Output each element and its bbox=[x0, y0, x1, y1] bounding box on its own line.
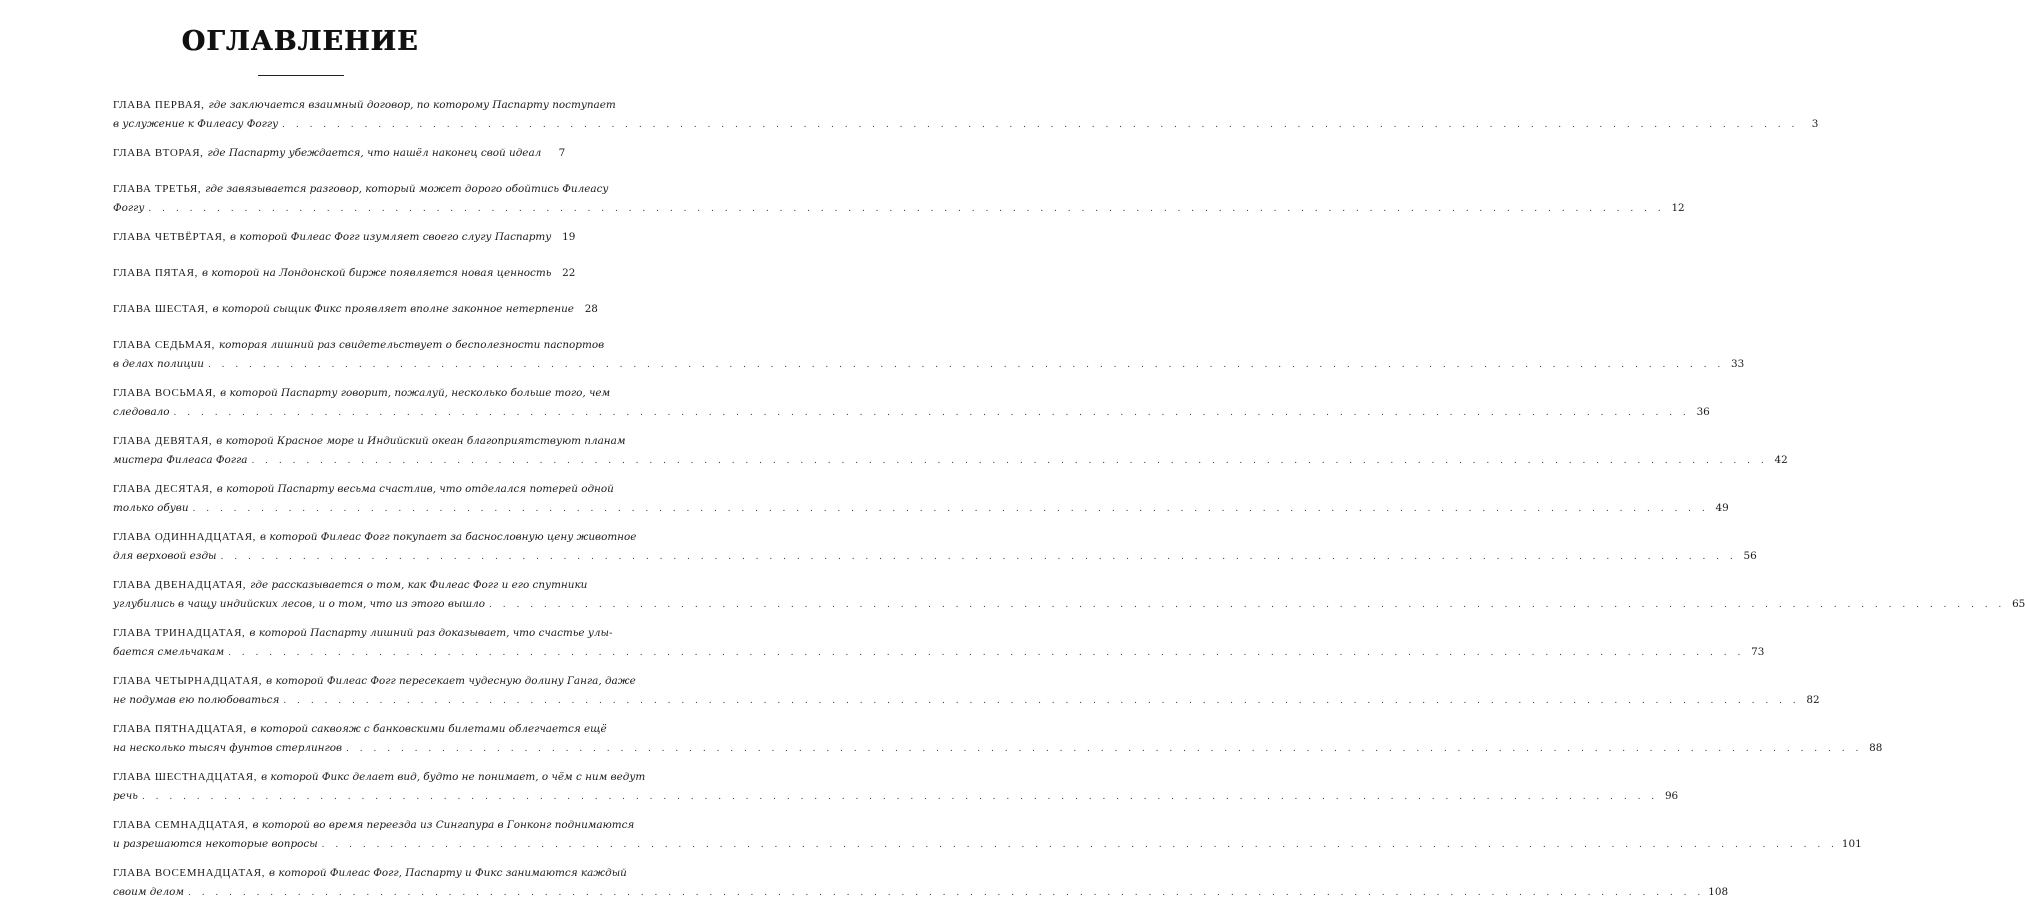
chapter-number: ГЛАВА ПЯТАЯ, bbox=[113, 267, 198, 279]
chapter-title: в которой сыщик Фикс проявляет вполне законное нетерпение bbox=[212, 303, 574, 315]
toc-entry-line2 bbox=[113, 115, 1819, 134]
toc-entry[interactable] bbox=[113, 144, 566, 180]
page-number: 3 bbox=[1811, 118, 1819, 130]
dot-leader bbox=[221, 548, 1737, 567]
dot-leader bbox=[228, 644, 1744, 663]
toc-entry[interactable] bbox=[113, 480, 1729, 528]
chapter-number: ГЛАВА ПЯТНАДЦАТАЯ, bbox=[113, 723, 247, 735]
page-title: ОГЛАВЛЕНИЕ bbox=[181, 26, 419, 57]
chapter-title-cont: Фоггу bbox=[113, 202, 145, 214]
chapter-title: в которой во время переезда из Сингапура в Гонконг поднимаются bbox=[252, 819, 635, 831]
dot-leader bbox=[148, 200, 1664, 219]
toc-entry-line1 bbox=[113, 816, 635, 835]
toc-entry[interactable] bbox=[113, 528, 1757, 576]
toc-entry-line2 bbox=[113, 499, 1729, 518]
toc-entry[interactable] bbox=[113, 432, 1788, 480]
dot-leader bbox=[346, 740, 1862, 759]
toc-list bbox=[113, 96, 2025, 912]
dot-leader bbox=[193, 500, 1709, 519]
chapter-title-cont: для верховой езды bbox=[113, 550, 217, 562]
dot-leader bbox=[188, 884, 1704, 903]
chapter-number: ГЛАВА ТРИНАДЦАТАЯ, bbox=[113, 627, 246, 639]
page-number: 108 bbox=[1708, 886, 1729, 898]
toc-entry-line1 bbox=[113, 864, 627, 883]
dot-leader bbox=[251, 452, 1767, 471]
chapter-title-cont: своим делом bbox=[113, 886, 184, 898]
toc-entry[interactable] bbox=[113, 768, 1679, 816]
chapter-number: ГЛАВА ВОСЬМАЯ, bbox=[113, 387, 217, 399]
dot-leader bbox=[142, 788, 1658, 807]
chapter-number: ГЛАВА ВОСЕМНАДЦАТАЯ, bbox=[113, 867, 266, 879]
chapter-number: ГЛАВА СЕМНАДЦАТАЯ, bbox=[113, 819, 249, 831]
toc-entry-line1 bbox=[113, 528, 637, 547]
toc-entry[interactable] bbox=[113, 672, 1820, 720]
toc-entry-line1 bbox=[113, 432, 626, 451]
toc-entry-line1 bbox=[113, 672, 636, 691]
toc-entry-line1 bbox=[113, 336, 605, 355]
chapter-title-cont: на несколько тысяч фунтов стерлингов bbox=[113, 742, 343, 754]
page-number: 101 bbox=[1841, 838, 1862, 850]
chapter-number: ГЛАВА ОДИННАДЦАТАЯ, bbox=[113, 531, 256, 543]
toc-entry-line1 bbox=[113, 768, 646, 787]
page-number: 12 bbox=[1671, 202, 1685, 214]
chapter-title-cont: в делах полиции bbox=[113, 358, 204, 370]
page-number: 96 bbox=[1664, 790, 1679, 802]
toc-entry[interactable] bbox=[113, 228, 576, 264]
chapter-number: ГЛАВА ЧЕТВЁРТАЯ, bbox=[113, 231, 226, 243]
chapter-title-cont: в услужение к Филеасу Фоггу bbox=[113, 118, 279, 130]
chapter-title: в которой Паспарту говорит, пожалуй, несколько больше того, чем bbox=[220, 387, 611, 399]
toc-entry-line1 bbox=[113, 576, 588, 595]
toc-entry-line2 bbox=[113, 595, 2025, 614]
toc-entry[interactable] bbox=[113, 384, 1710, 432]
toc-entry[interactable] bbox=[113, 264, 576, 300]
toc-entry-line1 bbox=[113, 624, 613, 643]
toc-entry-line2 bbox=[113, 643, 1765, 662]
chapter-title: в которой Филеас Фогг, Паспарту и Фикс занимаются каждый bbox=[269, 867, 627, 879]
toc-entry-line1 bbox=[113, 264, 576, 283]
chapter-title: в которой Красное море и Индийский океан благоприятствуют планам bbox=[216, 435, 626, 447]
toc-entry[interactable] bbox=[113, 336, 1745, 384]
chapter-number: ГЛАВА ПЕРВАЯ, bbox=[113, 99, 205, 111]
chapter-title: которая лишний раз свидетельствует о бесполезности паспортов bbox=[218, 339, 605, 351]
chapter-title: где завязывается разговор, который может дорого обойтись Филеасу bbox=[205, 183, 609, 195]
chapter-title-cont: и разрешаются некоторые вопросы bbox=[113, 838, 318, 850]
toc-entry-line2 bbox=[113, 787, 1679, 806]
toc-entry-line1 bbox=[113, 480, 614, 499]
page-number: 73 bbox=[1751, 646, 1765, 658]
toc-entry[interactable] bbox=[113, 96, 1819, 144]
chapter-number: ГЛАВА ДВЕНАДЦАТАЯ, bbox=[113, 579, 247, 591]
toc-entry[interactable] bbox=[113, 180, 1685, 228]
toc-entry[interactable] bbox=[113, 576, 2025, 624]
chapter-title: где Паспарту убеждается, что нашёл наконец свой идеал bbox=[207, 147, 542, 159]
chapter-title-cont: бается смельчакам bbox=[113, 646, 225, 658]
chapter-title: где рассказывается о том, как Филеас Фогг и его спутники bbox=[250, 579, 588, 591]
chapter-title-cont: следовало bbox=[113, 406, 170, 418]
chapter-title: в которой Филеас Фогг покупает за баснословную цену животное bbox=[259, 531, 637, 543]
dot-leader bbox=[174, 404, 1690, 423]
chapter-title: в которой Паспарту весьма счастлив, что отделался потерей одной bbox=[216, 483, 614, 495]
toc-entry-line2 bbox=[113, 883, 1729, 902]
chapter-number: ГЛАВА ШЕСТАЯ, bbox=[113, 303, 209, 315]
page-number: 82 bbox=[1806, 694, 1820, 706]
toc-entry-line1 bbox=[113, 300, 598, 319]
page-number: 88 bbox=[1869, 742, 1883, 754]
toc-entry-line2 bbox=[113, 199, 1685, 218]
toc-entry-line1 bbox=[113, 384, 611, 403]
toc-entry[interactable] bbox=[113, 300, 598, 336]
toc-entry-line2 bbox=[113, 691, 1820, 710]
chapter-title: в которой Паспарту лишний раз доказывает, что счастье улы- bbox=[249, 627, 613, 639]
chapter-title: в которой саквояж с банковскими билетами облегчается ещё bbox=[250, 723, 607, 735]
toc-entry[interactable] bbox=[113, 864, 1729, 912]
page-number: 33 bbox=[1730, 358, 1745, 370]
dot-leader bbox=[489, 596, 2005, 615]
chapter-number: ГЛАВА ТРЕТЬЯ, bbox=[113, 183, 202, 195]
page-number: 7 bbox=[558, 147, 566, 159]
chapter-number: ГЛАВА ЧЕТЫРНАДЦАТАЯ, bbox=[113, 675, 263, 687]
title-divider bbox=[258, 75, 344, 76]
toc-entry-line2 bbox=[113, 835, 1862, 854]
chapter-number: ГЛАВА ВТОРАЯ, bbox=[113, 147, 204, 159]
toc-entry-line1 bbox=[113, 720, 607, 739]
dot-leader bbox=[283, 692, 1799, 711]
dot-leader bbox=[208, 356, 1724, 375]
chapter-title-cont: только обуви bbox=[113, 502, 189, 514]
chapter-number: ГЛАВА СЕДЬМАЯ, bbox=[113, 339, 215, 351]
chapter-title-cont: углубились в чащу индийских лесов, и о том, что из этого вышло bbox=[113, 598, 486, 610]
page-number: 56 bbox=[1743, 550, 1757, 562]
toc-entry[interactable] bbox=[113, 720, 1883, 768]
toc-entry-line1 bbox=[113, 144, 566, 163]
chapter-title: в которой Филеас Фогг изумляет своего слугу Паспарту bbox=[229, 231, 552, 243]
chapter-title-cont: мистера Филеаса Фогга bbox=[113, 454, 248, 466]
page-number: 22 bbox=[562, 267, 576, 279]
chapter-number: ГЛАВА ДЕСЯТАЯ, bbox=[113, 483, 213, 495]
toc-entry-line2 bbox=[113, 739, 1883, 758]
chapter-title: в которой на Лондонской бирже появляется новая ценность bbox=[201, 267, 552, 279]
chapter-title: в которой Филеас Фогг пересекает чудесную долину Ганга, даже bbox=[266, 675, 636, 687]
chapter-title-cont: не подумав ею полюбоваться bbox=[113, 694, 280, 706]
page-number: 19 bbox=[562, 231, 576, 243]
dot-leader bbox=[322, 836, 1838, 855]
toc-entry-line2 bbox=[113, 403, 1710, 422]
chapter-number: ГЛАВА ДЕВЯТАЯ, bbox=[113, 435, 213, 447]
toc-entry[interactable] bbox=[113, 816, 1862, 864]
dot-leader bbox=[282, 116, 1798, 135]
toc-entry[interactable] bbox=[113, 624, 1765, 672]
page-number: 36 bbox=[1696, 406, 1710, 418]
chapter-title-cont: речь bbox=[113, 790, 138, 802]
toc-entry-line2 bbox=[113, 547, 1757, 566]
chapter-title: в которой Фикс делает вид, будто не понимает, о чём с ним ведут bbox=[261, 771, 646, 783]
toc-entry-line1 bbox=[113, 228, 576, 247]
toc-entry-line2 bbox=[113, 451, 1788, 470]
page-number: 49 bbox=[1715, 502, 1729, 514]
toc-entry-line1 bbox=[113, 96, 616, 115]
toc-entry-line1 bbox=[113, 180, 609, 199]
page-number: 65 bbox=[2012, 598, 2025, 610]
toc-entry-line2 bbox=[113, 355, 1745, 374]
chapter-title: где заключается взаимный договор, по которому Паспарту поступает bbox=[208, 99, 616, 111]
page-number: 28 bbox=[584, 303, 598, 315]
page-number: 42 bbox=[1774, 454, 1788, 466]
chapter-number: ГЛАВА ШЕСТНАДЦАТАЯ, bbox=[113, 771, 258, 783]
